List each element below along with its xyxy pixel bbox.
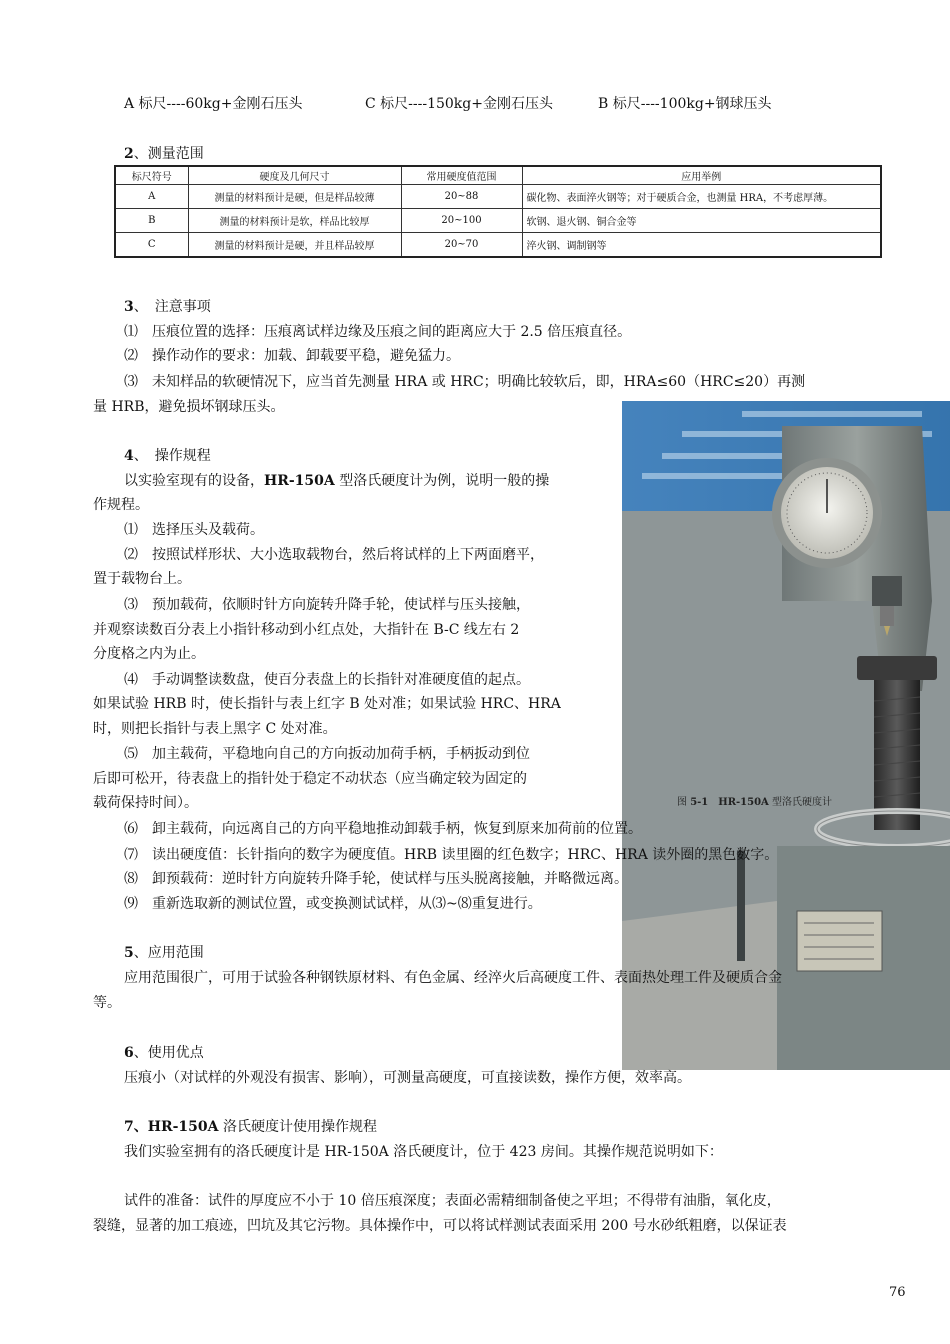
procedure-line: 作规程。 bbox=[93, 497, 149, 513]
caption-suffix: 型洛氏硬度计 bbox=[768, 797, 832, 808]
advantages-text: 压痕小（对试样的外观没有损害、影响），可测量高硬度，可直接读数，操作方便，效率高。 bbox=[124, 1070, 691, 1086]
table-cell: 20~100 bbox=[401, 209, 522, 233]
procedure-line: ⑴ 选择压头及载荷。 bbox=[124, 522, 264, 538]
table-cell: 淬火钢、调制钢等 bbox=[522, 233, 881, 258]
procedure-line: ⑺ 读出硬度值：长针指向的数字为硬度值。HRB 读里圈的红色数字；HRC、HRA 读外圈的黑色数字。 bbox=[124, 847, 779, 863]
table-cell: 测量的材料预计是硬，并且样品较厚 bbox=[188, 233, 401, 258]
caption-bold: 5-1 HR-150A bbox=[690, 797, 769, 808]
note-item-2: ⑵ 操作动作的要求：加载、卸载要平稳，避免猛力。 bbox=[124, 348, 460, 364]
table-row bbox=[115, 185, 881, 209]
section-5-number: 5 bbox=[124, 945, 134, 961]
procedure-line: 载荷保持时间）。 bbox=[93, 795, 198, 811]
table-cell: A bbox=[115, 185, 188, 209]
section-3-number: 3 bbox=[124, 299, 134, 315]
section-4-heading bbox=[124, 446, 211, 466]
section-6-title: 、使用优点 bbox=[133, 1045, 204, 1061]
section-7-heading bbox=[124, 1117, 377, 1137]
table-cell: 碳化物、表面淬火钢等；对于硬质合金，也测量 HRA，不考虑厚薄。 bbox=[522, 185, 881, 209]
procedure-line: ⑻ 卸预载荷：逆时针方向旋转升降手轮，使试样与压头脱离接触，并略微远离。 bbox=[124, 871, 628, 887]
table-cell: 20~88 bbox=[401, 185, 522, 209]
application-text-cont: 等。 bbox=[93, 995, 121, 1011]
caption-prefix: 图 bbox=[677, 797, 691, 808]
table-row bbox=[115, 209, 881, 233]
table-header-cell: 应用举例 bbox=[522, 166, 881, 185]
table-cell: 测量的材料预计是硬，但是样品较薄 bbox=[188, 185, 401, 209]
intro-pre: 以实验室现有的设备， bbox=[124, 473, 264, 489]
procedure-line: 如果试验 HRB 时，使长指针与表上红字 B 处对准；如果试验 HRC、HRA bbox=[93, 696, 561, 712]
note-item-1: ⑴ 压痕位置的选择：压痕离试样边缘及压痕之间的距离应大于 2.5 倍压痕直径。 bbox=[124, 324, 632, 340]
procedure-line: ⑼ 重新选取新的测试位置，或变换测试试样，从⑶~⑻重复进行。 bbox=[124, 896, 542, 912]
intro-model: HR-150A bbox=[264, 473, 335, 489]
procedure-line: 置于载物台上。 bbox=[93, 571, 191, 587]
procedure-intro bbox=[124, 471, 549, 491]
procedure-line: ⑵ 按照试样形状、大小选取载物台，然后将试样的上下两面磨平， bbox=[124, 547, 544, 563]
procedure-line: ⑹ 卸主载荷，向远离自己的方向平稳地推动卸载手柄，恢复到原来加荷前的位置。 bbox=[124, 821, 642, 837]
table-cell: 测量的材料预计是软，样品比较厚 bbox=[188, 209, 401, 233]
table-cell: 软钢、退火钢、铜合金等 bbox=[522, 209, 881, 233]
figure-caption bbox=[677, 793, 832, 808]
table-header-cell: 常用硬度值范围 bbox=[401, 166, 522, 185]
section-6-heading bbox=[124, 1043, 204, 1063]
procedure-line: 后即可松开，待表盘上的指针处于稳定不动状态（应当确定较为固定的 bbox=[93, 771, 527, 787]
table-header-cell: 硬度及几何尺寸 bbox=[188, 166, 401, 185]
table-cell: B bbox=[115, 209, 188, 233]
table-row bbox=[115, 233, 881, 258]
section-2-number: 2 bbox=[124, 146, 134, 162]
section-4-title: 、 操作规程 bbox=[133, 448, 211, 464]
procedure-line: ⑷ 手动调整读数盘，使百分表盘上的长指针对准硬度值的起点。 bbox=[124, 672, 530, 688]
section-2-title: 、测量范围 bbox=[133, 146, 204, 162]
scale-b-text: B 标尺----100kg+钢球压头 bbox=[598, 96, 772, 112]
section-3-title: 、 注意事项 bbox=[133, 299, 211, 315]
procedure-line: 分度格之内为止。 bbox=[93, 646, 205, 662]
section-4-number: 4 bbox=[124, 448, 134, 464]
procedure-line: ⑶ 预加载荷，依顺时针方向旋转升降手轮，使试样与压头接触， bbox=[124, 597, 530, 613]
scale-a-text: A 标尺----60kg+金刚石压头 bbox=[124, 96, 303, 112]
specimen-prep-text-cont: 裂缝，显著的加工痕迹，凹坑及其它污物。具体操作中，可以将试样测试表面采用 200 号水砂纸粗磨，以保证表 bbox=[93, 1218, 787, 1234]
measurement-range-table bbox=[114, 165, 882, 258]
section-3-heading bbox=[124, 297, 211, 317]
scale-c-text: C 标尺----150kg+金刚石压头 bbox=[365, 96, 553, 112]
intro-post: 型洛氏硬度计为例，说明一般的操 bbox=[334, 473, 550, 489]
section-7-text: 我们实验室拥有的洛氏硬度计是 HR-150A 洛氏硬度计，位于 423 房间。其操作规范说明如下： bbox=[124, 1144, 723, 1160]
section-7-title-bold: 7、HR-150A bbox=[124, 1119, 219, 1135]
specimen-prep-text: 试件的准备：试件的厚度应不小于 10 倍压痕深度；表面必需精细制备使之平坦；不得带有油脂，氧化皮， bbox=[124, 1193, 781, 1209]
table-header-row bbox=[115, 166, 881, 185]
table-cell: C bbox=[115, 233, 188, 258]
section-5-heading bbox=[124, 943, 204, 963]
section-2-heading bbox=[124, 144, 204, 164]
table-cell: 20~70 bbox=[401, 233, 522, 258]
application-text: 应用范围很广，可用于试验各种钢铁原材料、有色金属、经淬火后高硬度工件、表面热处理工件及硬质合金 bbox=[124, 970, 782, 986]
section-7-title-rest: 洛氏硬度计使用操作规程 bbox=[218, 1119, 377, 1135]
table-header-cell: 标尺符号 bbox=[115, 166, 188, 185]
procedure-line: 并观察读数百分表上小指针移动到小红点处，大指针在 B-C 线左右 2 bbox=[93, 622, 520, 638]
note-item-3: ⑶ 未知样品的软硬情况下，应当首先测量 HRA 或 HRC；明确比较软后，即，HRA≤60（HRC≤20）再测 bbox=[124, 374, 806, 390]
note-item-3-cont: 量 HRB，避免损坏钢球压头。 bbox=[93, 399, 285, 415]
page-number: 76 bbox=[889, 1285, 906, 1300]
procedure-line: ⑸ 加主载荷，平稳地向自己的方向扳动加荷手柄，手柄扳动到位 bbox=[124, 746, 530, 762]
section-5-title: 、应用范围 bbox=[133, 945, 204, 961]
procedure-line: 时，则把长指针与表上黑字 C 处对准。 bbox=[93, 721, 337, 737]
section-6-number: 6 bbox=[124, 1045, 134, 1061]
